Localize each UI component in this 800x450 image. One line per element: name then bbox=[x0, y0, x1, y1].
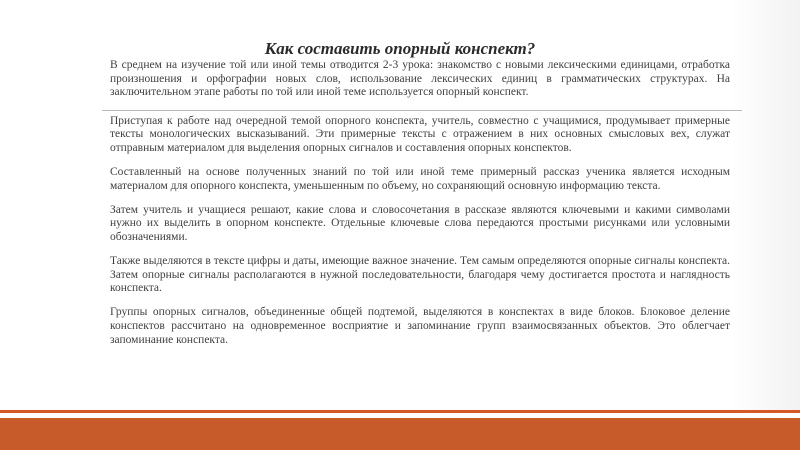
footer-accent-line bbox=[0, 410, 800, 413]
paragraph-2: Составленный на основе полученных знаний по той или иной теме примерный рассказ ученика является исходным материалом для опорного конспекта, уменьшенным по объему, но сохраняющий основную информацию текста. bbox=[110, 166, 730, 192]
slide-body bbox=[110, 59, 730, 347]
divider-line bbox=[102, 110, 742, 111]
intro-paragraph: В среднем на изучение той или иной темы отводится 2-3 урока: знакомство с новыми лексическими единицами, отработка произношения и орфографии новых слов, использование лексических единиц в грамматических структурах. На заключительном этапе работы по той или иной теме используется опорный конспект. bbox=[110, 59, 730, 99]
slide-title: Как составить опорный конспект? bbox=[264, 39, 536, 58]
footer-bar bbox=[0, 418, 800, 450]
paragraph-3: Затем учитель и учащиеся решают, какие слова и словосочетания в рассказе являются ключевыми и какими символами нужно их выделить в опорном конспекте. Отдельные ключевые слова передаются простыми рисунками или условными обозначениями. bbox=[110, 203, 730, 243]
slide-shadow bbox=[730, 0, 800, 410]
paragraph-5: Группы опорных сигналов, объединенные общей подтемой, выделяются в конспектах в виде блоков. Блоковое деление конспектов рассчитано на одновременное восприятие и запоминание групп взаимосвязанных объектов. Это облегчает запоминание конспекта. bbox=[110, 306, 730, 346]
paragraph-1: Приступая к работе над очередной темой опорного конспекта, учитель, совместно с учащимися, продумывает примерные тексты монологических высказываний. Эти примерные тексты с отражением в них основных смысловых вех, служат отправным материалом для выделения опорных сигналов и составления опорных конспектов. bbox=[110, 114, 730, 154]
paragraph-4: Также выделяются в тексте цифры и даты, имеющие важное значение. Тем самым определяются опорные сигналы конспекта. Затем опорные сигналы располагаются в нужной последовательности, благодаря чему достигается простота и наглядность конспекта. bbox=[110, 255, 730, 295]
